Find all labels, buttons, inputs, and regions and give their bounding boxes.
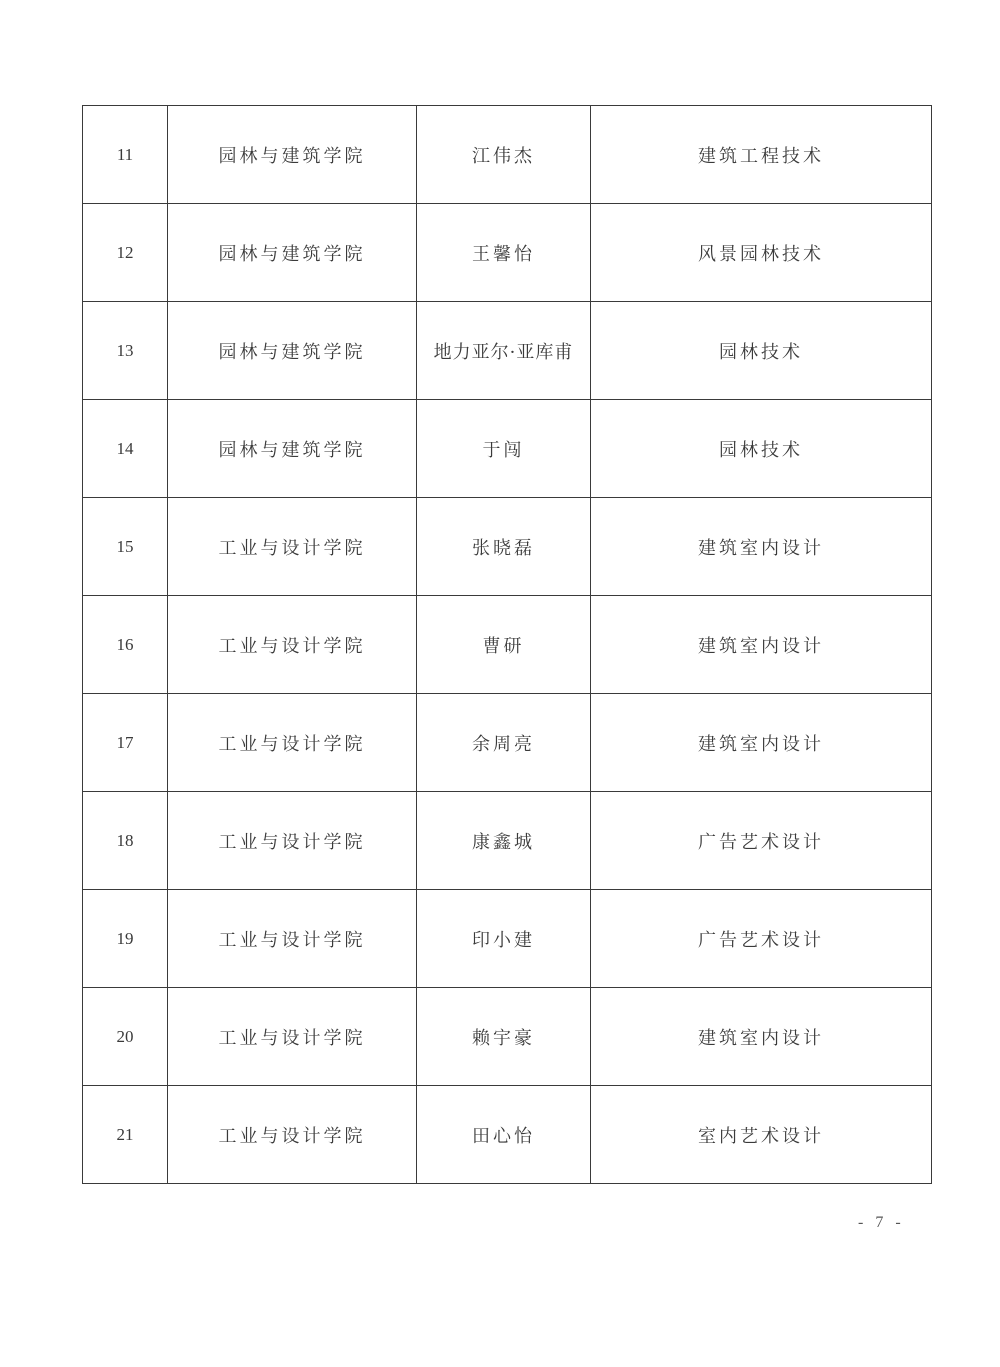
major-cell: 园林技术 bbox=[591, 302, 932, 400]
major-cell: 建筑室内设计 bbox=[591, 596, 932, 694]
table-row bbox=[83, 890, 932, 988]
row-number: 17 bbox=[83, 694, 168, 792]
major-cell: 建筑室内设计 bbox=[591, 694, 932, 792]
student-name-cell: 江伟杰 bbox=[417, 106, 591, 204]
student-name-cell: 印小建 bbox=[417, 890, 591, 988]
row-number: 14 bbox=[83, 400, 168, 498]
table-row bbox=[83, 792, 932, 890]
table-row bbox=[83, 498, 932, 596]
major-cell: 建筑室内设计 bbox=[591, 988, 932, 1086]
row-number: 16 bbox=[83, 596, 168, 694]
table-row bbox=[83, 106, 932, 204]
student-roster-table bbox=[82, 105, 932, 1184]
major-cell: 建筑室内设计 bbox=[591, 498, 932, 596]
table-row bbox=[83, 1086, 932, 1184]
college-cell: 工业与设计学院 bbox=[168, 988, 417, 1086]
college-cell: 园林与建筑学院 bbox=[168, 302, 417, 400]
college-cell: 园林与建筑学院 bbox=[168, 204, 417, 302]
page-number: - 7 - bbox=[858, 1214, 905, 1231]
row-number: 21 bbox=[83, 1086, 168, 1184]
student-name-cell: 赖宇豪 bbox=[417, 988, 591, 1086]
major-cell: 风景园林技术 bbox=[591, 204, 932, 302]
row-number: 13 bbox=[83, 302, 168, 400]
college-cell: 园林与建筑学院 bbox=[168, 400, 417, 498]
table-row bbox=[83, 400, 932, 498]
table-row bbox=[83, 596, 932, 694]
college-cell: 工业与设计学院 bbox=[168, 1086, 417, 1184]
major-cell: 广告艺术设计 bbox=[591, 792, 932, 890]
major-cell: 室内艺术设计 bbox=[591, 1086, 932, 1184]
college-cell: 工业与设计学院 bbox=[168, 890, 417, 988]
major-cell: 园林技术 bbox=[591, 400, 932, 498]
student-name-cell: 田心怡 bbox=[417, 1086, 591, 1184]
college-cell: 工业与设计学院 bbox=[168, 792, 417, 890]
table-row bbox=[83, 302, 932, 400]
table-row bbox=[83, 204, 932, 302]
college-cell: 工业与设计学院 bbox=[168, 596, 417, 694]
row-number: 15 bbox=[83, 498, 168, 596]
major-cell: 广告艺术设计 bbox=[591, 890, 932, 988]
student-name-cell: 王馨怡 bbox=[417, 204, 591, 302]
student-name-cell: 余周亮 bbox=[417, 694, 591, 792]
row-number: 12 bbox=[83, 204, 168, 302]
student-name-cell: 于闯 bbox=[417, 400, 591, 498]
student-name-cell: 张晓磊 bbox=[417, 498, 591, 596]
row-number: 18 bbox=[83, 792, 168, 890]
table-row bbox=[83, 988, 932, 1086]
college-cell: 工业与设计学院 bbox=[168, 498, 417, 596]
student-name-cell: 曹研 bbox=[417, 596, 591, 694]
college-cell: 工业与设计学院 bbox=[168, 694, 417, 792]
student-name-cell: 康鑫城 bbox=[417, 792, 591, 890]
college-cell: 园林与建筑学院 bbox=[168, 106, 417, 204]
row-number: 11 bbox=[83, 106, 168, 204]
table-row bbox=[83, 694, 932, 792]
row-number: 20 bbox=[83, 988, 168, 1086]
student-name-cell: 地力亚尔·亚库甫 bbox=[417, 302, 591, 400]
row-number: 19 bbox=[83, 890, 168, 988]
major-cell: 建筑工程技术 bbox=[591, 106, 932, 204]
